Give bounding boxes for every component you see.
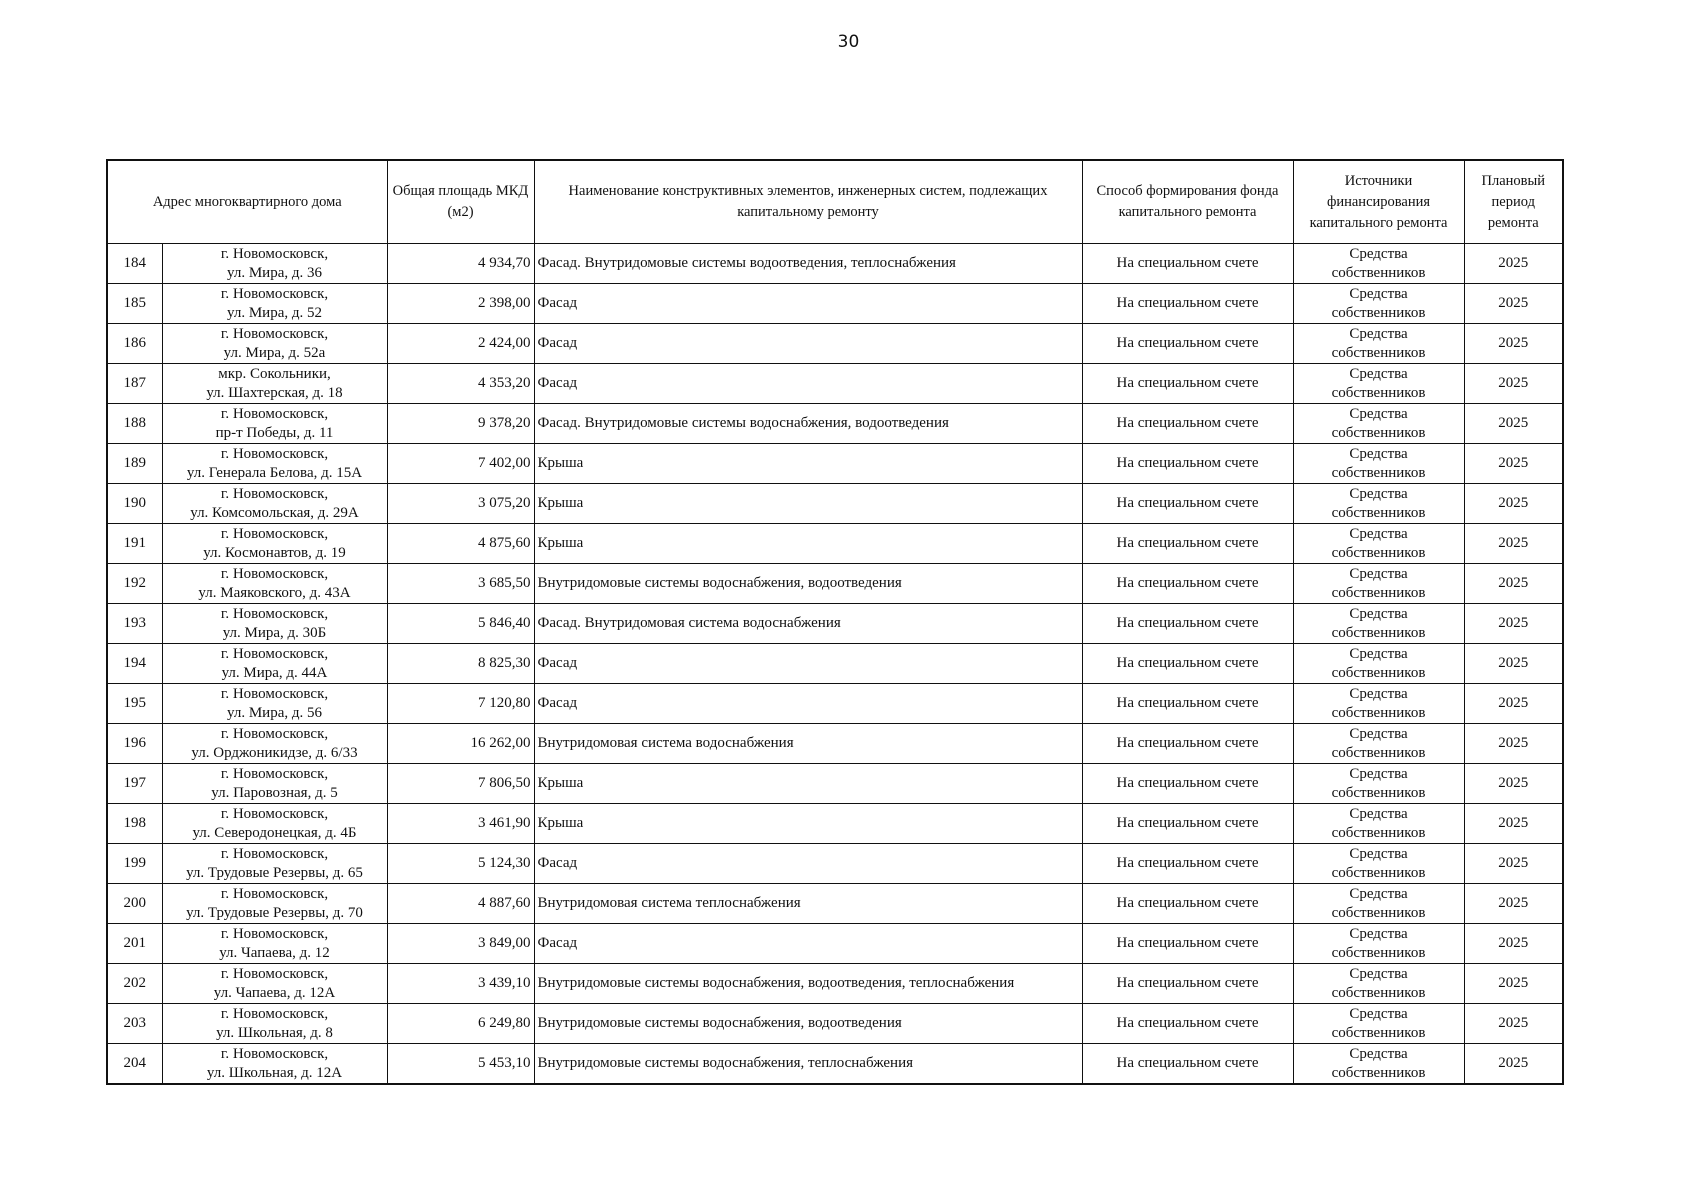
row-number: 186 bbox=[107, 324, 162, 364]
method-cell: На специальном счете bbox=[1082, 244, 1293, 284]
table-row bbox=[107, 1004, 1563, 1044]
row-number: 201 bbox=[107, 924, 162, 964]
row-number: 191 bbox=[107, 524, 162, 564]
address-city: г. Новомосковск, bbox=[220, 525, 329, 542]
source-line-2: собственников bbox=[1331, 424, 1426, 441]
capital-repair-table bbox=[106, 159, 1564, 1085]
works-cell: Фасад bbox=[534, 284, 1082, 324]
method-cell: На специальном счете bbox=[1082, 284, 1293, 324]
row-number: 189 bbox=[107, 444, 162, 484]
works-cell: Фасад. Внутридомовые системы водоснабжения, водоотведения bbox=[534, 404, 1082, 444]
row-number: 199 bbox=[107, 844, 162, 884]
table-row bbox=[107, 364, 1563, 404]
area-cell: 4 934,70 bbox=[387, 244, 534, 284]
address-street: ул. Комсомольская, д. 29А bbox=[190, 504, 359, 521]
plan-cell: 2025 bbox=[1464, 364, 1563, 404]
source-line-2: собственников bbox=[1331, 624, 1426, 641]
header-plan: Плановый период ремонта bbox=[1464, 160, 1563, 244]
plan-cell: 2025 bbox=[1464, 964, 1563, 1004]
address-cell bbox=[162, 284, 387, 324]
table-row bbox=[107, 884, 1563, 924]
address-city: мкр. Сокольники, bbox=[218, 365, 331, 382]
row-number: 197 bbox=[107, 764, 162, 804]
area-cell: 5 846,40 bbox=[387, 604, 534, 644]
address-street: ул. Космонавтов, д. 19 bbox=[203, 544, 346, 561]
plan-cell: 2025 bbox=[1464, 1004, 1563, 1044]
table-row bbox=[107, 684, 1563, 724]
table-row bbox=[107, 964, 1563, 1004]
source-line-1: Средства bbox=[1349, 645, 1408, 662]
area-cell: 4 887,60 bbox=[387, 884, 534, 924]
table-row bbox=[107, 524, 1563, 564]
area-cell: 4 353,20 bbox=[387, 364, 534, 404]
source-cell bbox=[1293, 924, 1464, 964]
address-street: ул. Генерала Белова, д. 15А bbox=[186, 464, 363, 481]
plan-cell: 2025 bbox=[1464, 284, 1563, 324]
plan-cell: 2025 bbox=[1464, 764, 1563, 804]
source-line-2: собственников bbox=[1331, 544, 1426, 561]
address-cell bbox=[162, 444, 387, 484]
area-cell: 8 825,30 bbox=[387, 644, 534, 684]
address-cell bbox=[162, 924, 387, 964]
address-city: г. Новомосковск, bbox=[220, 765, 329, 782]
address-street: ул. Мира, д. 30Б bbox=[222, 624, 327, 641]
plan-cell: 2025 bbox=[1464, 804, 1563, 844]
source-cell bbox=[1293, 724, 1464, 764]
works-cell: Фасад. Внутридомовая система водоснабжения bbox=[534, 604, 1082, 644]
method-cell: На специальном счете bbox=[1082, 924, 1293, 964]
address-cell bbox=[162, 844, 387, 884]
source-line-2: собственников bbox=[1331, 944, 1426, 961]
address-cell bbox=[162, 764, 387, 804]
source-line-2: собственников bbox=[1331, 1064, 1426, 1081]
address-street: ул. Мира, д. 56 bbox=[227, 704, 322, 721]
source-line-2: собственников bbox=[1331, 864, 1426, 881]
works-cell: Фасад bbox=[534, 844, 1082, 884]
row-number: 195 bbox=[107, 684, 162, 724]
row-number: 190 bbox=[107, 484, 162, 524]
area-cell: 7 120,80 bbox=[387, 684, 534, 724]
row-number: 187 bbox=[107, 364, 162, 404]
plan-cell: 2025 bbox=[1464, 564, 1563, 604]
source-line-2: собственников bbox=[1331, 664, 1426, 681]
row-number: 185 bbox=[107, 284, 162, 324]
method-cell: На специальном счете bbox=[1082, 724, 1293, 764]
plan-cell: 2025 bbox=[1464, 524, 1563, 564]
source-line-1: Средства bbox=[1349, 685, 1408, 702]
address-street: ул. Чапаева, д. 12 bbox=[219, 944, 330, 961]
method-cell: На специальном счете bbox=[1082, 964, 1293, 1004]
works-cell: Крыша bbox=[534, 804, 1082, 844]
table-row bbox=[107, 284, 1563, 324]
row-number: 204 bbox=[107, 1044, 162, 1085]
table-body bbox=[107, 244, 1563, 1085]
plan-cell: 2025 bbox=[1464, 884, 1563, 924]
address-city: г. Новомосковск, bbox=[220, 645, 329, 662]
address-street: ул. Маяковского, д. 43А bbox=[198, 584, 351, 601]
address-street: ул. Мира, д. 52а bbox=[223, 344, 326, 361]
source-line-1: Средства bbox=[1349, 805, 1408, 822]
source-line-1: Средства bbox=[1349, 405, 1408, 422]
row-number: 198 bbox=[107, 804, 162, 844]
source-line-1: Средства bbox=[1349, 765, 1408, 782]
source-line-1: Средства bbox=[1349, 245, 1408, 262]
method-cell: На специальном счете bbox=[1082, 684, 1293, 724]
table-row bbox=[107, 724, 1563, 764]
works-cell: Внутридомовая система водоснабжения bbox=[534, 724, 1082, 764]
area-cell: 3 849,00 bbox=[387, 924, 534, 964]
works-cell: Фасад bbox=[534, 364, 1082, 404]
address-street: ул. Паровозная, д. 5 bbox=[211, 784, 338, 801]
source-cell bbox=[1293, 604, 1464, 644]
area-cell: 3 461,90 bbox=[387, 804, 534, 844]
area-cell: 3 075,20 bbox=[387, 484, 534, 524]
address-city: г. Новомосковск, bbox=[220, 805, 329, 822]
source-line-2: собственников bbox=[1331, 904, 1426, 921]
address-city: г. Новомосковск, bbox=[220, 565, 329, 582]
source-line-1: Средства bbox=[1349, 445, 1408, 462]
address-city: г. Новомосковск, bbox=[220, 1005, 329, 1022]
plan-cell: 2025 bbox=[1464, 404, 1563, 444]
plan-cell: 2025 bbox=[1464, 644, 1563, 684]
row-number: 196 bbox=[107, 724, 162, 764]
address-street: ул. Северодонецкая, д. 4Б bbox=[192, 824, 357, 841]
page-number: 30 bbox=[837, 32, 860, 52]
source-cell bbox=[1293, 444, 1464, 484]
source-line-1: Средства bbox=[1349, 485, 1408, 502]
method-cell: На специальном счете bbox=[1082, 1004, 1293, 1044]
source-line-2: собственников bbox=[1331, 744, 1426, 761]
method-cell: На специальном счете bbox=[1082, 524, 1293, 564]
area-cell: 4 875,60 bbox=[387, 524, 534, 564]
area-cell: 7 402,00 bbox=[387, 444, 534, 484]
table-row bbox=[107, 804, 1563, 844]
method-cell: На специальном счете bbox=[1082, 564, 1293, 604]
source-line-2: собственников bbox=[1331, 984, 1426, 1001]
table-row bbox=[107, 324, 1563, 364]
address-cell bbox=[162, 964, 387, 1004]
source-line-1: Средства bbox=[1349, 325, 1408, 342]
address-cell bbox=[162, 404, 387, 444]
source-line-1: Средства bbox=[1349, 1005, 1408, 1022]
row-number: 202 bbox=[107, 964, 162, 1004]
works-cell: Крыша bbox=[534, 444, 1082, 484]
address-cell bbox=[162, 804, 387, 844]
row-number: 192 bbox=[107, 564, 162, 604]
address-cell bbox=[162, 644, 387, 684]
method-cell: На специальном счете bbox=[1082, 444, 1293, 484]
address-cell bbox=[162, 1044, 387, 1085]
works-cell: Внутридомовая система теплоснабжения bbox=[534, 884, 1082, 924]
source-cell bbox=[1293, 964, 1464, 1004]
table-row bbox=[107, 764, 1563, 804]
area-cell: 2 424,00 bbox=[387, 324, 534, 364]
method-cell: На специальном счете bbox=[1082, 844, 1293, 884]
works-cell: Фасад bbox=[534, 924, 1082, 964]
table-header-row bbox=[107, 160, 1563, 244]
address-street: ул. Школьная, д. 12А bbox=[206, 1064, 343, 1081]
source-line-2: собственников bbox=[1331, 464, 1426, 481]
works-cell: Внутридомовые системы водоснабжения, теплоснабжения bbox=[534, 1044, 1082, 1085]
row-number: 188 bbox=[107, 404, 162, 444]
address-city: г. Новомосковск, bbox=[220, 325, 329, 342]
works-cell: Фасад. Внутридомовые системы водоотведения, теплоснабжения bbox=[534, 244, 1082, 284]
source-cell bbox=[1293, 764, 1464, 804]
source-cell bbox=[1293, 644, 1464, 684]
source-line-1: Средства bbox=[1349, 285, 1408, 302]
header-works: Наименование конструктивных элементов, инженерных систем, подлежащих капитальному ремонту bbox=[534, 160, 1082, 244]
plan-cell: 2025 bbox=[1464, 604, 1563, 644]
address-city: г. Новомосковск, bbox=[220, 965, 329, 982]
table-row bbox=[107, 1044, 1563, 1085]
source-cell bbox=[1293, 564, 1464, 604]
address-street: ул. Трудовые Резервы, д. 70 bbox=[186, 904, 363, 921]
source-cell bbox=[1293, 324, 1464, 364]
row-number: 184 bbox=[107, 244, 162, 284]
area-cell: 3 439,10 bbox=[387, 964, 534, 1004]
source-cell bbox=[1293, 484, 1464, 524]
source-line-1: Средства bbox=[1349, 365, 1408, 382]
source-line-2: собственников bbox=[1331, 704, 1426, 721]
header-area: Общая площадь МКД (м2) bbox=[387, 160, 534, 244]
source-cell bbox=[1293, 524, 1464, 564]
address-cell bbox=[162, 244, 387, 284]
source-line-1: Средства bbox=[1349, 1045, 1408, 1062]
address-cell bbox=[162, 724, 387, 764]
address-street: ул. Чапаева, д. 12А bbox=[213, 984, 336, 1001]
address-cell bbox=[162, 604, 387, 644]
header-method: Способ формирования фонда капитального ремонта bbox=[1082, 160, 1293, 244]
method-cell: На специальном счете bbox=[1082, 884, 1293, 924]
area-cell: 5 453,10 bbox=[387, 1044, 534, 1085]
source-cell bbox=[1293, 1004, 1464, 1044]
header-source: Источники финансирования капитального ремонта bbox=[1293, 160, 1464, 244]
address-city: г. Новомосковск, bbox=[220, 445, 329, 462]
works-cell: Внутридомовые системы водоснабжения, водоотведения, теплоснабжения bbox=[534, 964, 1082, 1004]
source-line-2: собственников bbox=[1331, 504, 1426, 521]
row-number: 193 bbox=[107, 604, 162, 644]
address-street: ул. Мира, д. 44А bbox=[221, 664, 328, 681]
address-city: г. Новомосковск, bbox=[220, 245, 329, 262]
table-row bbox=[107, 244, 1563, 284]
address-cell bbox=[162, 564, 387, 604]
table-row bbox=[107, 564, 1563, 604]
source-line-1: Средства bbox=[1349, 565, 1408, 582]
address-street: ул. Шахтерская, д. 18 bbox=[206, 384, 343, 401]
works-cell: Крыша bbox=[534, 764, 1082, 804]
address-street: пр-т Победы, д. 11 bbox=[215, 424, 334, 441]
plan-cell: 2025 bbox=[1464, 684, 1563, 724]
source-cell bbox=[1293, 804, 1464, 844]
address-city: г. Новомосковск, bbox=[220, 285, 329, 302]
row-number: 203 bbox=[107, 1004, 162, 1044]
works-cell: Фасад bbox=[534, 324, 1082, 364]
table-row bbox=[107, 444, 1563, 484]
method-cell: На специальном счете bbox=[1082, 764, 1293, 804]
plan-cell: 2025 bbox=[1464, 324, 1563, 364]
method-cell: На специальном счете bbox=[1082, 324, 1293, 364]
works-cell: Крыша bbox=[534, 484, 1082, 524]
source-line-1: Средства bbox=[1349, 845, 1408, 862]
row-number: 194 bbox=[107, 644, 162, 684]
plan-cell: 2025 bbox=[1464, 724, 1563, 764]
source-cell bbox=[1293, 284, 1464, 324]
works-cell: Внутридомовые системы водоснабжения, водоотведения bbox=[534, 1004, 1082, 1044]
source-line-2: собственников bbox=[1331, 264, 1426, 281]
area-cell: 16 262,00 bbox=[387, 724, 534, 764]
source-line-1: Средства bbox=[1349, 925, 1408, 942]
works-cell: Внутридомовые системы водоснабжения, водоотведения bbox=[534, 564, 1082, 604]
table-row bbox=[107, 844, 1563, 884]
area-cell: 5 124,30 bbox=[387, 844, 534, 884]
method-cell: На специальном счете bbox=[1082, 644, 1293, 684]
area-cell: 6 249,80 bbox=[387, 1004, 534, 1044]
address-city: г. Новомосковск, bbox=[220, 685, 329, 702]
address-cell bbox=[162, 524, 387, 564]
area-cell: 7 806,50 bbox=[387, 764, 534, 804]
address-cell bbox=[162, 1004, 387, 1044]
source-line-2: собственников bbox=[1331, 384, 1426, 401]
method-cell: На специальном счете bbox=[1082, 404, 1293, 444]
address-cell bbox=[162, 884, 387, 924]
source-cell bbox=[1293, 844, 1464, 884]
plan-cell: 2025 bbox=[1464, 924, 1563, 964]
method-cell: На специальном счете bbox=[1082, 364, 1293, 404]
works-cell: Фасад bbox=[534, 644, 1082, 684]
plan-cell: 2025 bbox=[1464, 244, 1563, 284]
address-street: ул. Орджоникидзе, д. 6/33 bbox=[191, 744, 358, 761]
area-cell: 2 398,00 bbox=[387, 284, 534, 324]
address-city: г. Новомосковск, bbox=[220, 1045, 329, 1062]
source-line-2: собственников bbox=[1331, 304, 1426, 321]
plan-cell: 2025 bbox=[1464, 444, 1563, 484]
address-street: ул. Трудовые Резервы, д. 65 bbox=[186, 864, 363, 881]
table-row bbox=[107, 484, 1563, 524]
header-address: Адрес многоквартирного дома bbox=[107, 160, 387, 244]
address-city: г. Новомосковск, bbox=[220, 605, 329, 622]
source-cell bbox=[1293, 244, 1464, 284]
source-line-1: Средства bbox=[1349, 525, 1408, 542]
plan-cell: 2025 bbox=[1464, 844, 1563, 884]
address-city: г. Новомосковск, bbox=[220, 885, 329, 902]
area-cell: 3 685,50 bbox=[387, 564, 534, 604]
address-street: ул. Мира, д. 36 bbox=[227, 264, 322, 281]
works-cell: Фасад bbox=[534, 684, 1082, 724]
source-cell bbox=[1293, 884, 1464, 924]
source-cell bbox=[1293, 404, 1464, 444]
address-cell bbox=[162, 684, 387, 724]
address-city: г. Новомосковск, bbox=[220, 845, 329, 862]
source-line-1: Средства bbox=[1349, 965, 1408, 982]
source-cell bbox=[1293, 684, 1464, 724]
source-line-2: собственников bbox=[1331, 344, 1426, 361]
method-cell: На специальном счете bbox=[1082, 604, 1293, 644]
table-row bbox=[107, 404, 1563, 444]
source-line-1: Средства bbox=[1349, 885, 1408, 902]
address-cell bbox=[162, 324, 387, 364]
plan-cell: 2025 bbox=[1464, 484, 1563, 524]
works-cell: Крыша bbox=[534, 524, 1082, 564]
source-line-1: Средства bbox=[1349, 605, 1408, 622]
source-line-2: собственников bbox=[1331, 824, 1426, 841]
source-cell bbox=[1293, 364, 1464, 404]
table-row bbox=[107, 644, 1563, 684]
row-number: 200 bbox=[107, 884, 162, 924]
plan-cell: 2025 bbox=[1464, 1044, 1563, 1085]
table-row bbox=[107, 604, 1563, 644]
table-row bbox=[107, 924, 1563, 964]
address-city: г. Новомосковск, bbox=[220, 725, 329, 742]
method-cell: На специальном счете bbox=[1082, 804, 1293, 844]
address-city: г. Новомосковск, bbox=[220, 405, 329, 422]
address-street: ул. Школьная, д. 8 bbox=[216, 1024, 333, 1041]
area-cell: 9 378,20 bbox=[387, 404, 534, 444]
address-city: г. Новомосковск, bbox=[220, 485, 329, 502]
source-line-2: собственников bbox=[1331, 584, 1426, 601]
source-line-1: Средства bbox=[1349, 725, 1408, 742]
method-cell: На специальном счете bbox=[1082, 484, 1293, 524]
address-cell bbox=[162, 484, 387, 524]
address-street: ул. Мира, д. 52 bbox=[227, 304, 322, 321]
source-line-2: собственников bbox=[1331, 784, 1426, 801]
method-cell: На специальном счете bbox=[1082, 1044, 1293, 1085]
address-city: г. Новомосковск, bbox=[220, 925, 329, 942]
source-cell bbox=[1293, 1044, 1464, 1085]
address-cell bbox=[162, 364, 387, 404]
source-line-2: собственников bbox=[1331, 1024, 1426, 1041]
